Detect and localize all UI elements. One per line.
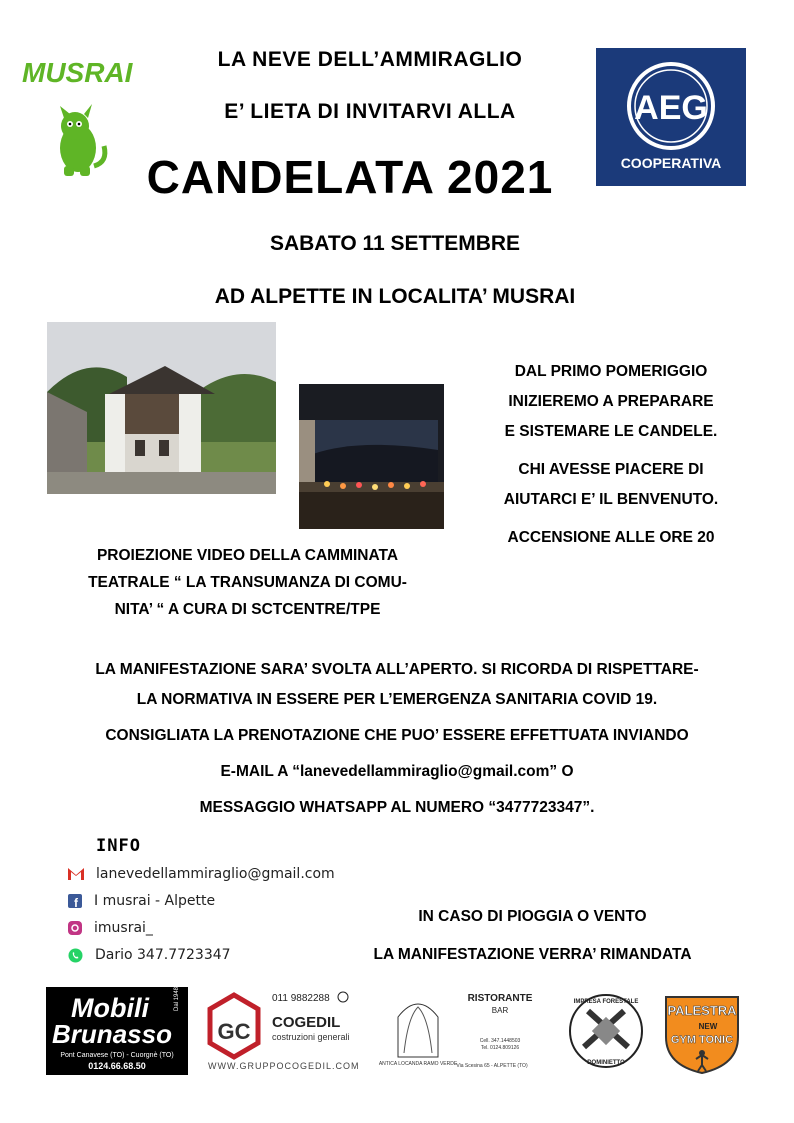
aeg-cooperativa-logo [596,48,746,186]
musrai-logo-text: MUSRAI [22,57,133,88]
event-location: AD ALPETTE IN LOCALITA’ MUSRAI [214,285,576,308]
video-line: TEATRALE “ LA TRANSUMANZA DI COMU- [88,574,407,591]
event-title: CANDELATA 2021 [146,151,554,203]
sponsor-antica-locanda [378,987,538,1075]
sponsor-impresa-forestale [566,987,646,1075]
cogedil-web: WWW.GRUPPOCOGEDIL.COM [208,1061,360,1071]
notice-line: LA NORMATIVA IN ESSERE PER L’EMERGENZA SANITARIA COVID 19. [136,691,658,708]
schedule-line: CHI AVESSE PIACERE DI [518,461,704,478]
rain-line-2: LA MANIFESTAZIONE VERRA’ RIMANDATA [373,946,692,963]
notice-line: E-MAIL A “lanevedellammiraglio@gmail.com” O [220,763,574,780]
header-line-2: E’ LIETA DI INVITARVI ALLA [224,100,516,123]
schedule-line: DAL PRIMO POMERIGGIO [514,363,708,380]
locanda-tel: Cell. 347.1448503 [479,1038,521,1044]
covid-notice [30,655,764,823]
cogedil-phone: 011 9882288 [272,993,330,1004]
whatsapp-icon [68,948,83,963]
rain-notice [330,898,735,974]
locanda-addr: Via Scesina 65 - ALPETTE (TO) [456,1063,528,1069]
aeg-letters: AEG [634,89,708,127]
video-projection-text [40,542,455,623]
locanda-tel2: Tel. 0124.809126 [480,1045,520,1051]
mobili-line-2: Brunasso [52,1019,172,1049]
mobili-phone: 0124.66.68.50 [88,1061,146,1071]
mobili-address: Pont Canavese (TO) - Cuorgnè (TO) [60,1052,174,1059]
schedule-line: ACCENSIONE ALLE ORE 20 [507,529,715,546]
cogedil-sub: costruzioni generali [272,1032,350,1042]
palestra-top: PALESTRA [667,1003,737,1018]
locanda-left: ANTICA LOCANDA RAMO VERDE [378,1061,458,1067]
info-instagram[interactable]: imusrai_ [94,920,153,936]
palestra-name: GYM TONIC [670,1034,734,1046]
notice-line: CONSIGLIATA LA PRENOTAZIONE CHE PUO’ ESSERE EFFETTUATA INVIANDO [105,727,689,744]
locanda-sub: BAR [491,1006,509,1015]
forestale-top: IMPRESA FORESTALE [573,999,639,1005]
video-line: PROIEZIONE VIDEO DELLA CAMMINATA [96,547,399,564]
mobili-line-1: Mobili [71,993,149,1023]
mobili-since: Dal 1948 [174,986,180,1011]
info-title: INFO [96,836,141,856]
schedule-line: INIZIEREMO A PREPARARE [508,393,714,410]
svg-text:f: f [74,896,78,910]
info-email-row [68,866,335,882]
facebook-icon [68,894,82,908]
notice-line: MESSAGGIO WHATSAPP AL NUMERO “3477723347”. [199,799,595,816]
schedule-text [466,357,756,553]
forestale-bottom: DOMINIETTO [587,1060,625,1066]
info-email[interactable]: lanevedellammiraglio@gmail.com [96,866,335,882]
event-date: SABATO 11 SETTEMBRE [269,232,521,255]
cogedil-name: COGEDIL [272,1014,341,1031]
aeg-emblem-icon [596,48,746,186]
schedule-line: AIUTARCI E’ IL BENVENUTO. [503,491,719,508]
info-whatsapp-row [68,947,231,963]
header-line-1: LA NEVE DELL’AMMIRAGLIO [217,48,523,71]
photo-candles-night [299,384,444,529]
sponsor-cogedil [204,987,364,1075]
photo-mountain-hut [47,322,276,494]
svg-text:GC: GC [217,1019,251,1044]
gmail-icon [68,868,84,880]
sponsor-palestra-gym-tonic [658,987,746,1075]
notice-line: LA MANIFESTAZIONE SARA’ SVOLTA ALL’APERTO. SI RICORDA DI RISPETTARE- [95,661,699,678]
locanda-name: RISTORANTE [467,993,533,1004]
video-line: NITA’ “ A CURA DI SCTCENTRE/TPE [114,601,381,618]
schedule-line: E SISTEMARE LE CANDELE. [504,423,718,440]
instagram-icon [68,921,82,935]
info-instagram-row [68,920,153,936]
info-whatsapp[interactable]: Dario 347.7723347 [95,947,231,963]
palestra-new: NEW [698,1022,718,1031]
aeg-label: COOPERATIVA [620,155,722,171]
sponsor-mobili-brunasso [46,987,188,1075]
info-facebook[interactable]: I musrai - Alpette [94,893,216,909]
info-facebook-row [68,893,215,909]
rain-line-1: IN CASO DI PIOGGIA O VENTO [418,908,647,925]
